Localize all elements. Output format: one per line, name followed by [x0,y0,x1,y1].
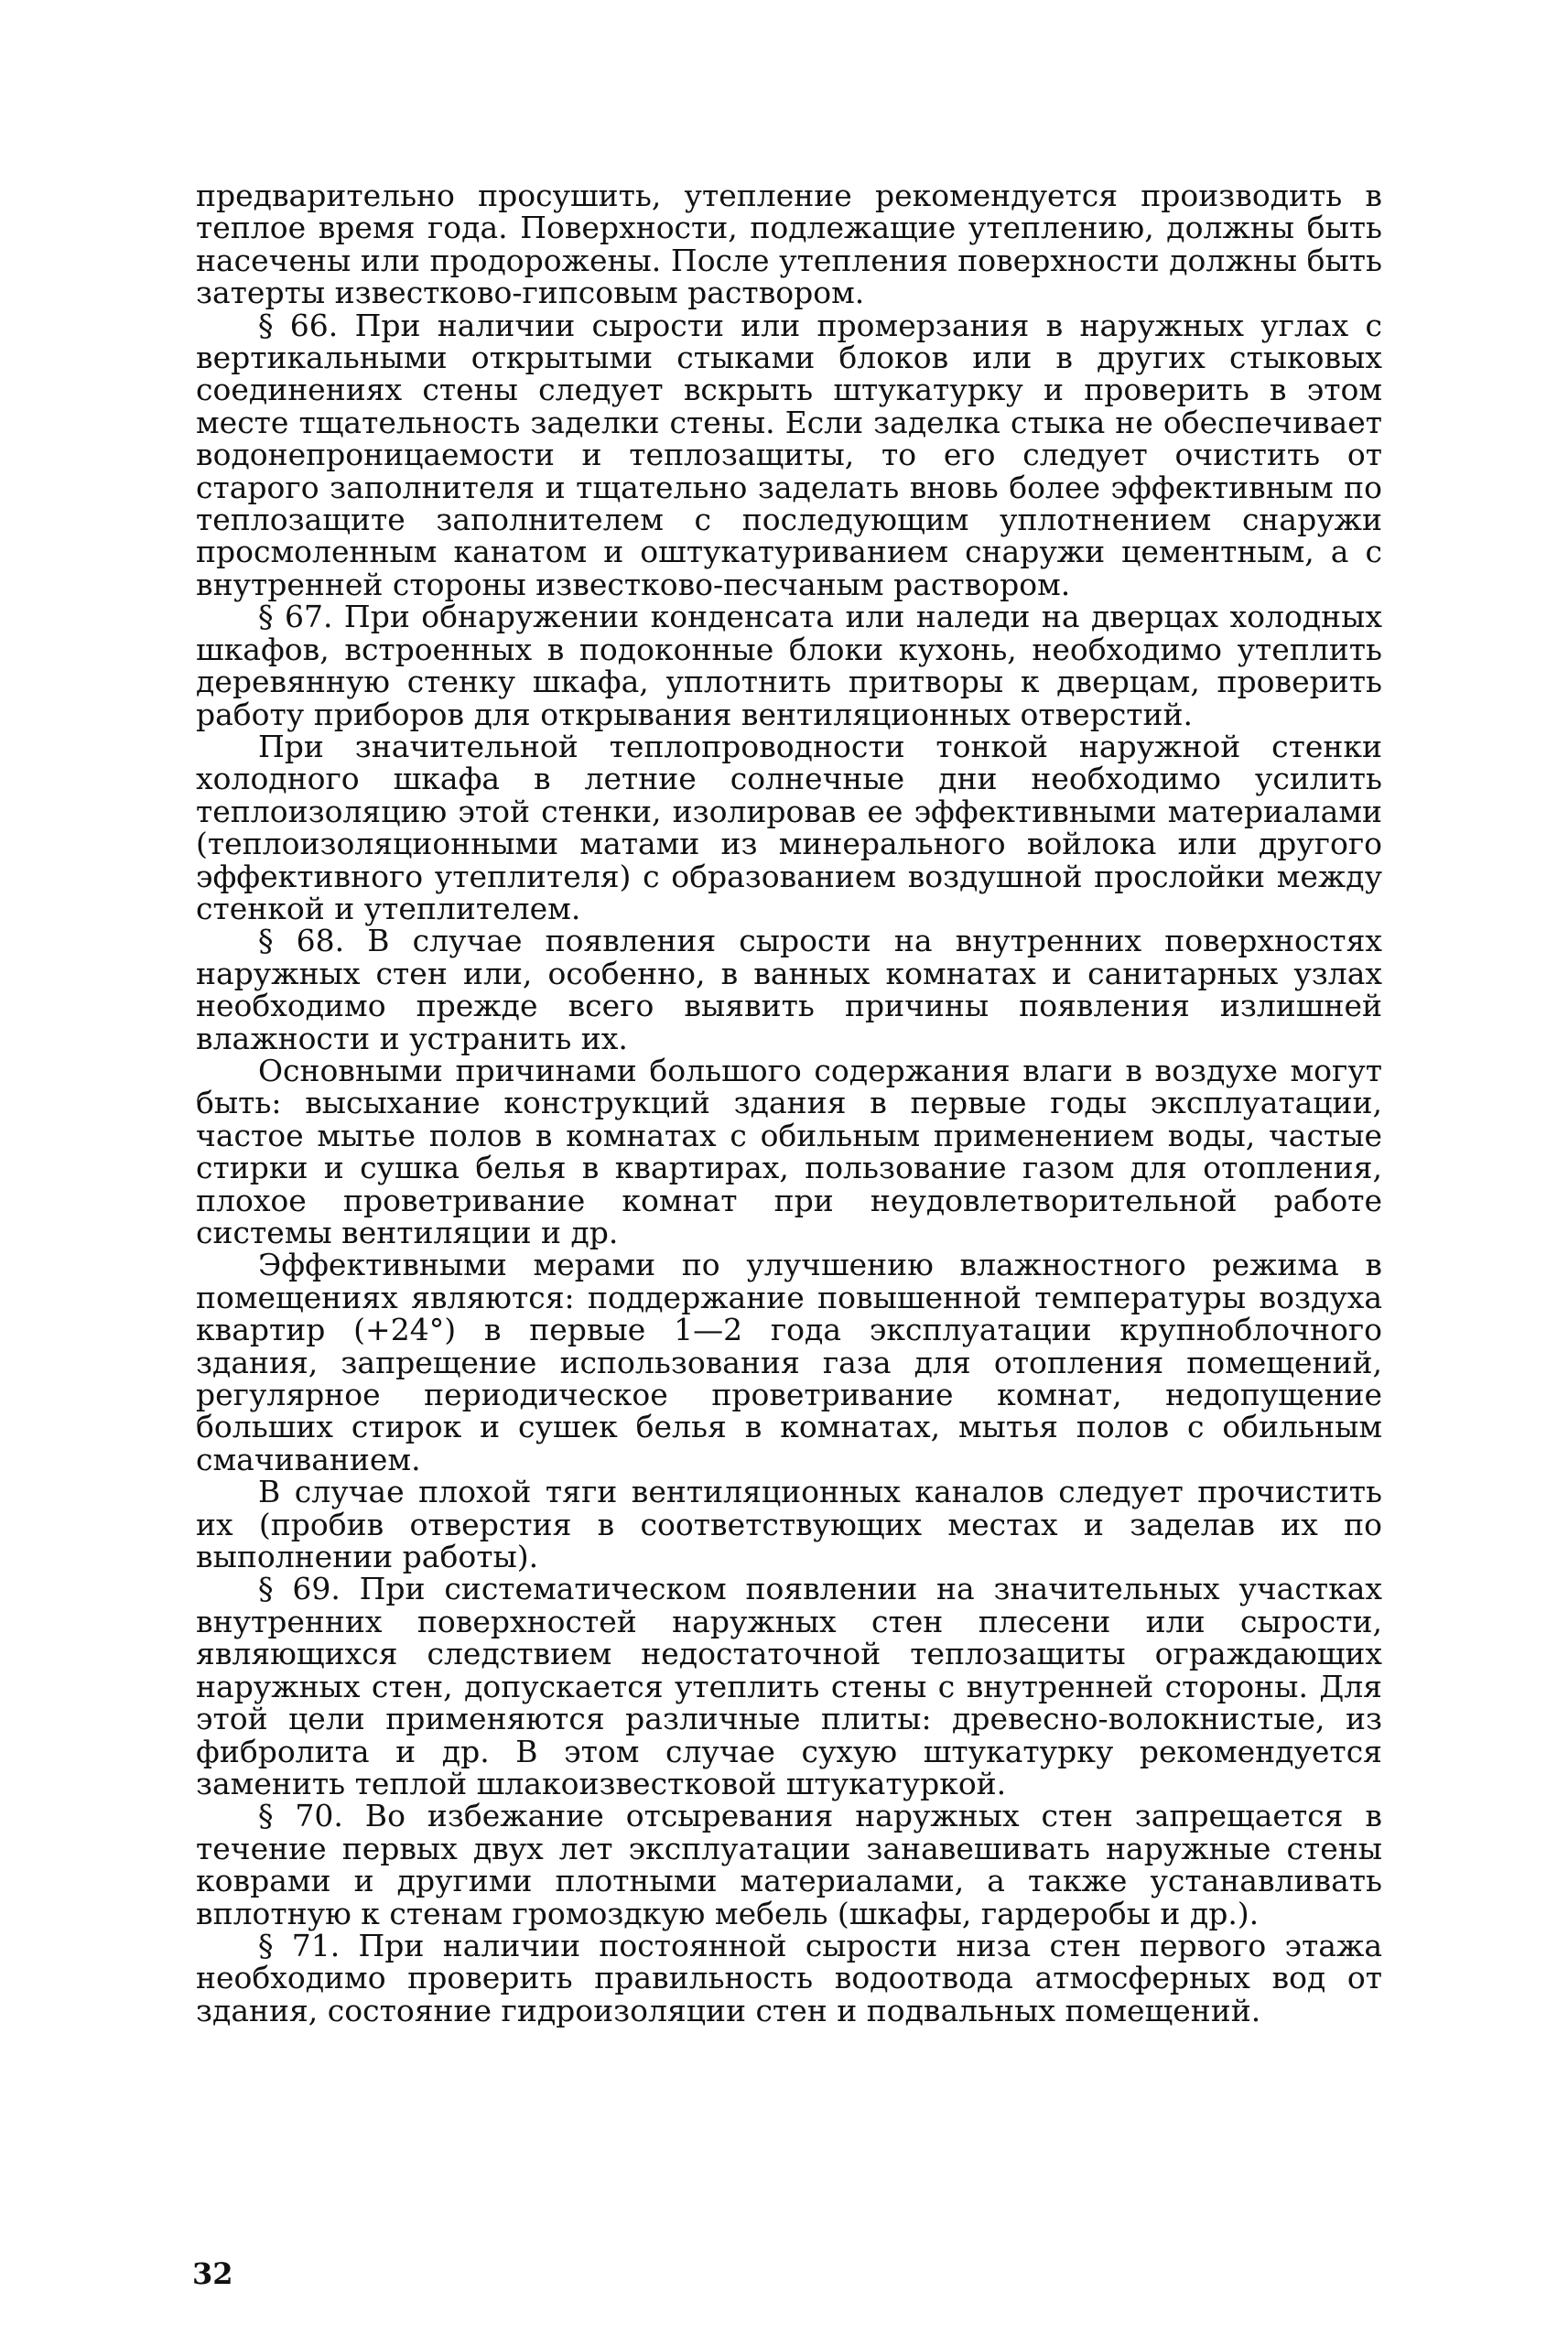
paragraph-moisture-measures: Эффективными мерами по улучшению влажностного режима в помещениях являются: поддержание повышенной температуры воздуха квартир (+24°) в первые 1—2 года эксплуатации крупноблочного здания, запрещение использования газа для отопления помещений, регулярное периодическое проветривание комнат, недопущение больших стирок и сушек белья в комнатах, мытья полов с обильным смачиванием. [196,1247,1382,1477]
paragraph-moisture-causes: Основными причинами большого содержания влаги в воздухе могут быть: высыхание конструкций здания в первые годы эксплуатации, частое мытье полов в комнатах с обильным применением воды, частые стирки и сушка белья в квартирах, пользование газом для отопления, плохое проветривание комнат при неудовлетворительной работе системы вентиляции и др. [196,1052,1382,1250]
paragraph-section-67: § 67. При обнаружении конденсата или наледи на дверцах холодных шкафов, встроенных в подоконные блоки кухонь, необходимо утеплить деревянную стенку шкафа, уплотнить притворы к дверцам, проверить работу приборов для открывания вентиляционных отверстий. [196,599,1382,732]
paragraph-section-71: § 71. При наличии постоянной сырости низа стен первого этажа необходимо проверить правильность водоотвода атмосферных вод от здания, состояние гидроизоляции стен и подвальных помещений. [196,1927,1382,2028]
paragraph-section-70: § 70. Во избежание отсыревания наружных стен запрещается в течение первых двух лет эксплуатации занавешивать наружные стены коврами и другими плотными материалами, а также устанавливать вплотную к стенам громоздкую мебель (шкафы, гардеробы и др.). [196,1798,1382,1931]
paragraph-ventilation: В случае плохой тяги вентиляционных каналов следует прочистить их (пробив отверстия в соответствующих местах и заделав их по выполнении работы). [196,1474,1382,1575]
page-body [196,179,1382,2027]
paragraph-section-66: § 66. При наличии сырости или промерзания в наружных углах с вертикальными открытыми стыками блоков или в других стыковых соединениях стены следует вскрыть штукатурку и проверить в этом месте тщательность заделки стены. Если заделка стыка не обеспечивает водонепроницаемости и теплозащиты, то его следует очистить от старого заполнителя и тщательно заделать вновь более эффективным по теплозащите заполнителем с последующим уплотнением снаружи просмоленным канатом и оштукатуриванием снаружи цементным, а с внутренней стороны известково-песчаным раствором. [196,307,1382,602]
paragraph-cold-cabinet: При значительной теплопроводности тонкой наружной стенки холодного шкафа в летние солнечные дни необходимо усилить теплоизоляцию этой стенки, изолировав ее эффективными материалами (теплоизоляционными матами из минерального войлока или другого эффективного утеплителя) с образованием воздушной прослойки между стенкой и утеплителем. [196,728,1382,926]
page-number: 32 [192,2256,233,2291]
paragraph-section-69: § 69. При систематическом появлении на значительных участках внутренних поверхностей наружных стен плесени или сырости, являющихся следствием недостаточной теплозащиты ограждающих наружных стен, допускается утеплить стены с внутренней стороны. Для этой цели применяются различные плиты: древесно-волокнистые, из фибролита и др. В этом случае сухую штукатурку рекомендуется заменить теплой шлакоизвестковой штукатуркой. [196,1571,1382,1801]
paragraph-continuation: предварительно просушить, утепление рекомендуется производить в теплое время года. Поверхности, подлежащие утеплению, должны быть насечены или продорожены. После утепления поверхности должны быть затерты известково-гипсовым раствором. [196,178,1382,311]
paragraph-section-68: § 68. В случае появления сырости на внутренних поверхностях наружных стен или, особенно, в ванных комнатах и санитарных узлах необходимо прежде всего выявить причины появления излишней влажности и устранить их. [196,923,1382,1056]
